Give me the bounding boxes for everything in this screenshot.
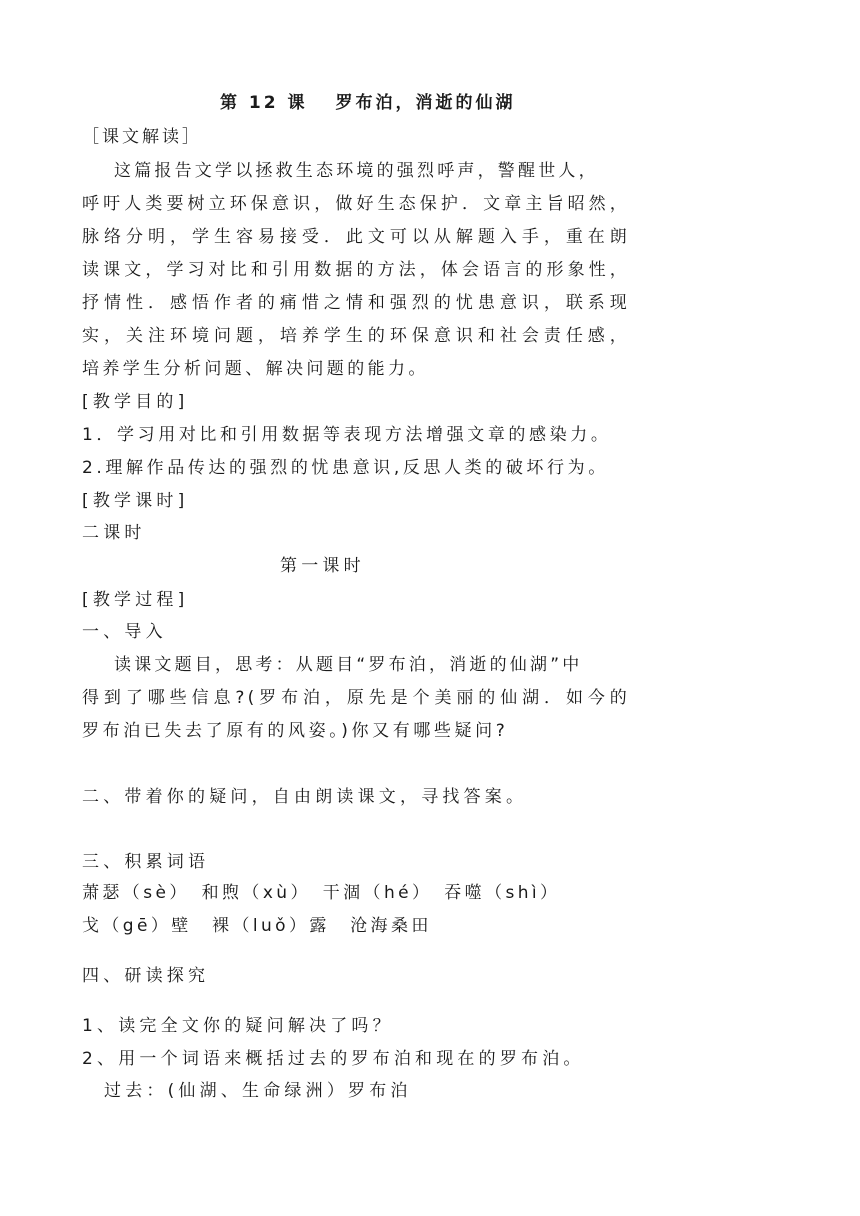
question-1: 1、读完全文你的疑问解决了吗？ xyxy=(82,1016,394,1036)
lesson-name: 罗布泊，消逝的仙湖 xyxy=(335,93,516,113)
paragraph-line: 这篇报告文学以拯救生态环境的强烈呼声，警醒世人， xyxy=(114,161,599,181)
step-4-heading: 四、研读探究 xyxy=(82,966,210,986)
paragraph-line: 抒情性．感悟作者的痛惜之情和强烈的忧患意识，联系现 xyxy=(82,293,630,313)
paragraph-line: 培养学生分析问题、解决问题的能力。 xyxy=(82,359,429,379)
section-heading-interpretation: ［课文解读］ xyxy=(82,127,202,147)
period-heading: 第一课时 xyxy=(280,556,365,576)
lesson-number: 第 12 课 xyxy=(220,93,308,113)
paragraph-line: 得到了哪些信息?(罗布泊，原先是个美丽的仙湖．如今的 xyxy=(82,688,630,708)
section-heading-goals: [教学目的] xyxy=(82,392,189,412)
hours-value: 二课时 xyxy=(82,523,146,543)
goal-item-1: 1．学习用对比和引用数据等表现方法增强文章的感染力。 xyxy=(82,425,612,445)
paragraph-line: 实，关注环境问题，培养学生的环保意识和社会责任感， xyxy=(82,326,630,346)
paragraph-line: 读课文题目，思考：从题目“罗布泊，消逝的仙湖”中 xyxy=(114,655,583,675)
vocab-line: 戈（gē）壁 裸（luǒ）露 沧海桑田 xyxy=(82,916,432,936)
paragraph-line: 罗布泊已失去了原有的风姿。)你又有哪些疑问? xyxy=(82,721,509,741)
step-1-heading: 一、导入 xyxy=(82,622,167,642)
vocab-line: 萧瑟（sè） 和煦（xù） 干涸（hé） 吞噬（shì） xyxy=(82,883,561,903)
question-2: 2、用一个词语来概括过去的罗布泊和现在的罗布泊。 xyxy=(82,1049,585,1069)
goal-item-2: 2.理解作品传达的强烈的忧患意识,反思人类的破坏行为。 xyxy=(82,458,609,478)
step-2: 二、带着你的疑问，自由朗读课文，寻找答案。 xyxy=(82,787,528,807)
lesson-title xyxy=(220,92,516,114)
paragraph-line: 脉络分明，学生容易接受．此文可以从解题入手，重在朗 xyxy=(82,227,630,247)
paragraph-line: 读课文，学习对比和引用数据的方法，体会语言的形象性， xyxy=(82,260,630,280)
section-heading-hours: [教学课时] xyxy=(82,491,189,511)
paragraph-line: 呼吁人类要树立环保意识，做好生态保护．文章主旨昭然， xyxy=(82,194,630,214)
section-heading-process: [教学过程] xyxy=(82,590,189,610)
answer-past: 过去：(仙湖、生命绿洲）罗布泊 xyxy=(104,1081,412,1101)
step-3-heading: 三、积累词语 xyxy=(82,852,210,872)
